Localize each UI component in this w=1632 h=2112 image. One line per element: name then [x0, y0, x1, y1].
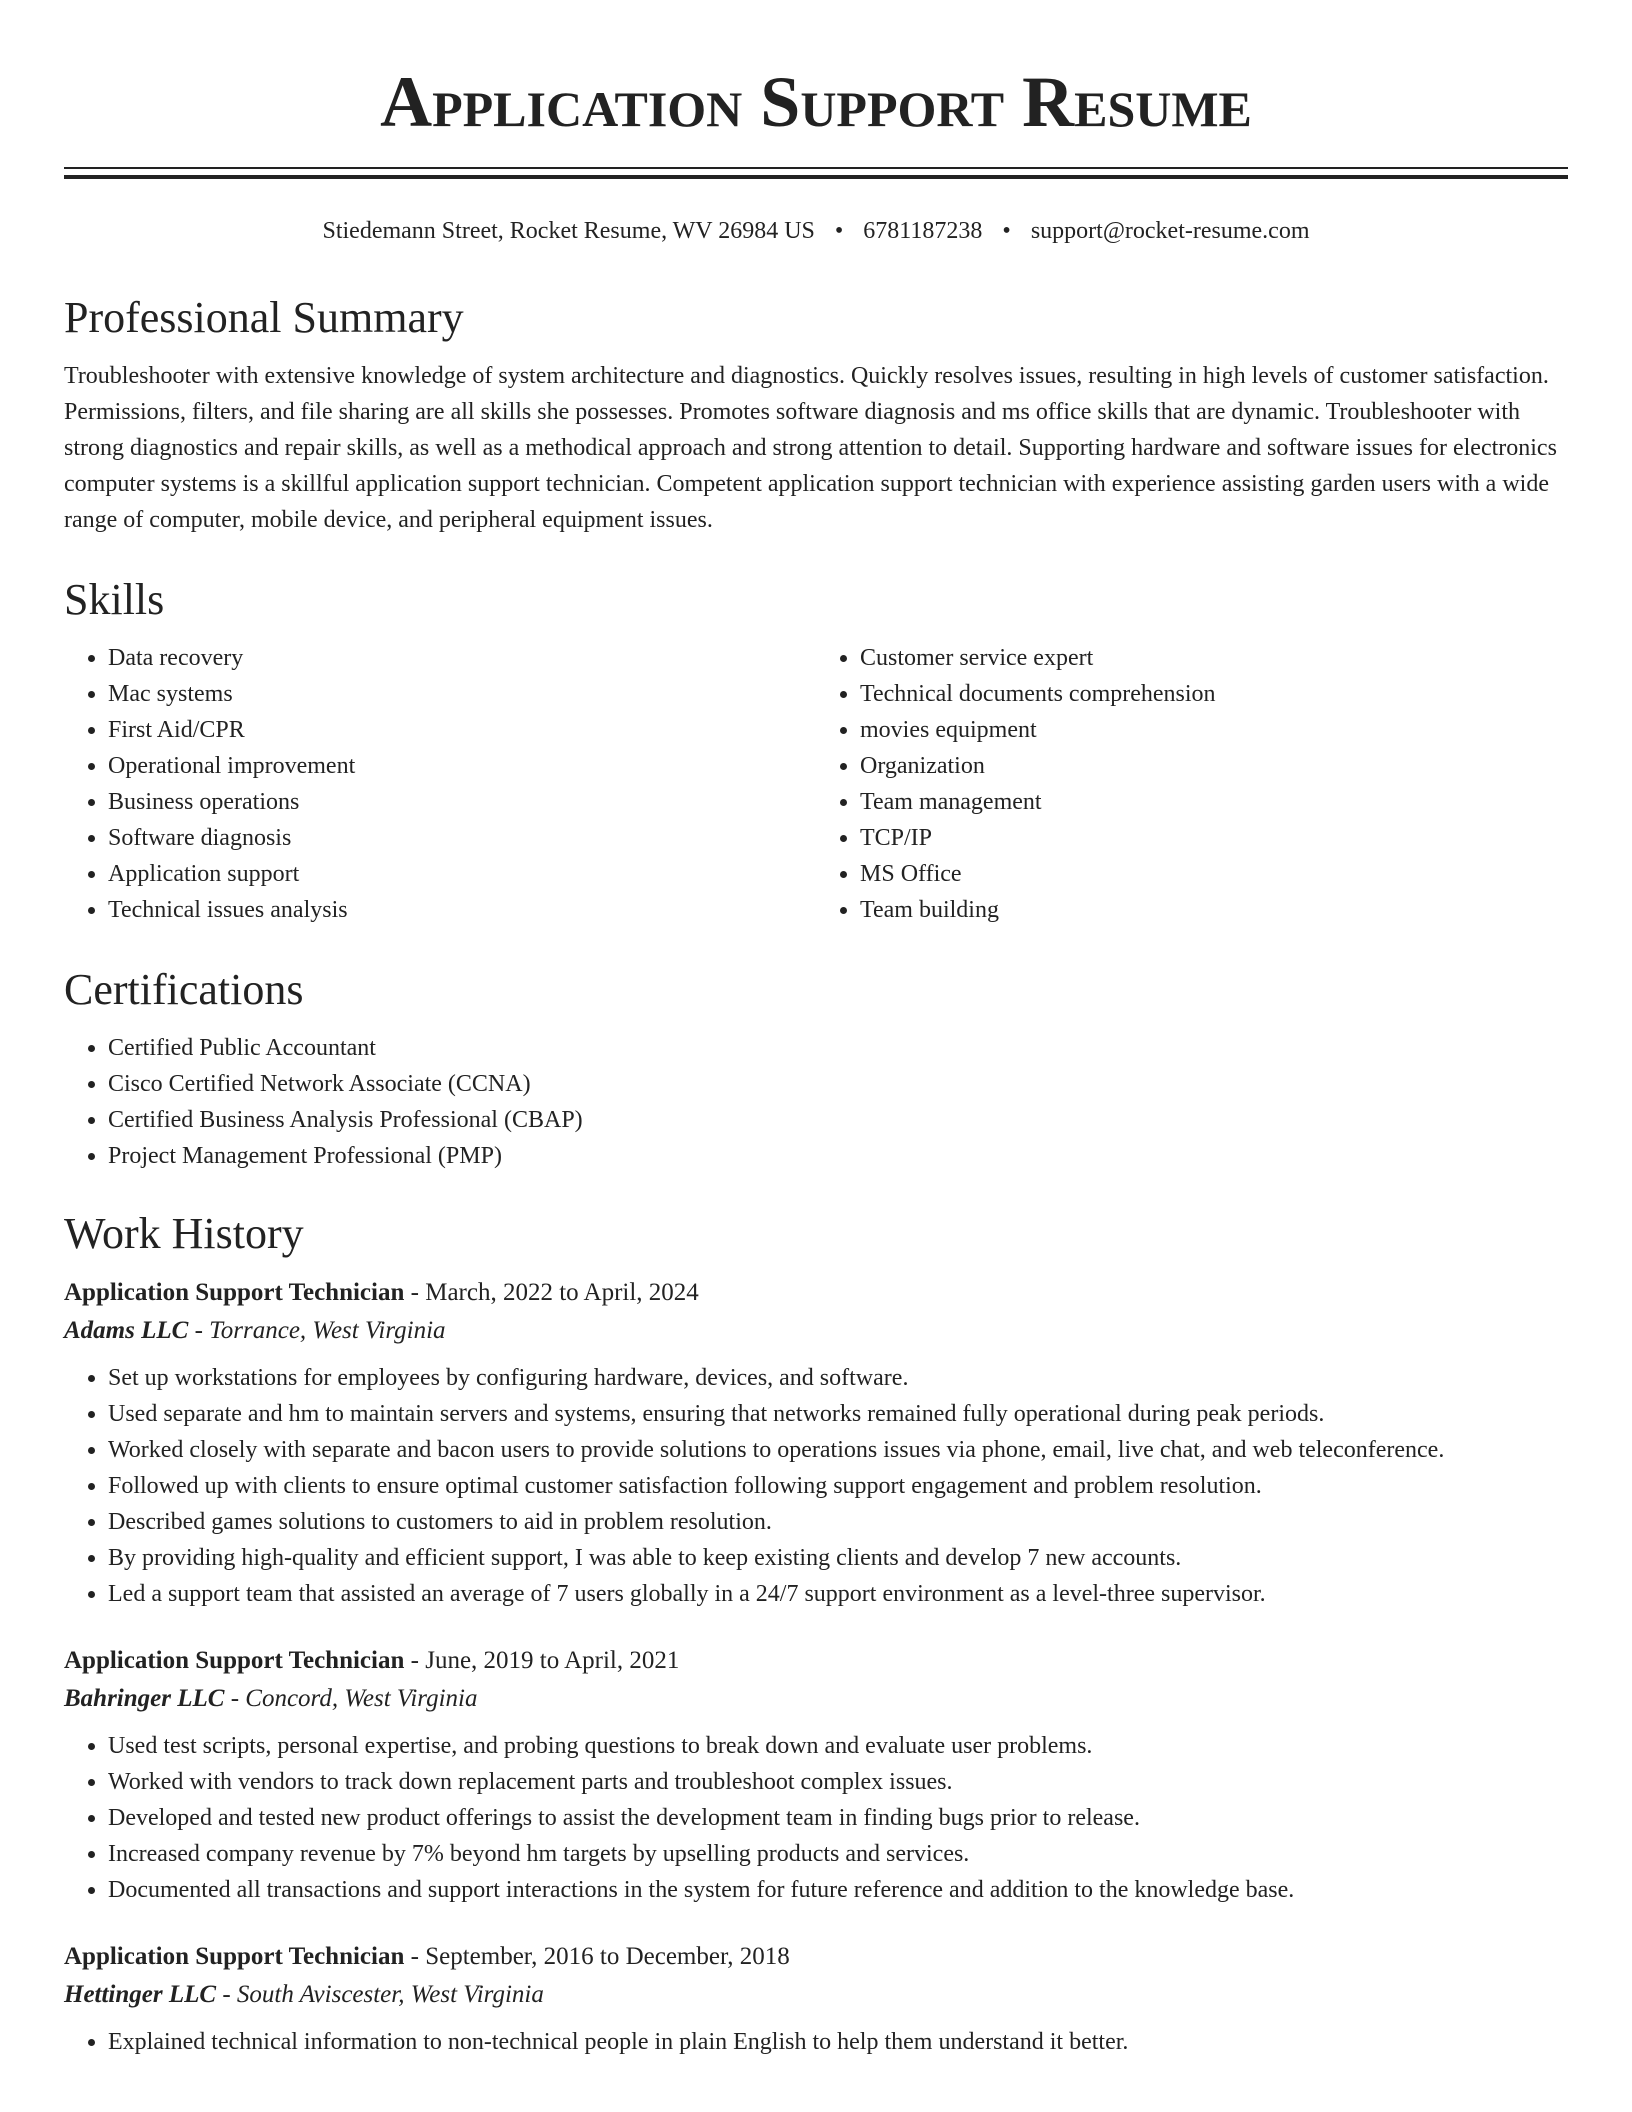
job-company: Bahringer LLC: [64, 1685, 225, 1712]
summary-text: Troubleshooter with extensive knowledge of system architecture and diagnostics. Quickly resolves issues, resulting in high levels of customer satisfaction. Permissions, filters, and file sharing are all skills she possesses. Promotes software diagnosis and ms office skills that are dynamic. Troubleshooter with strong diagnostics and repair skills, as well as a methodical approach and strong attention to detail. Supporting hardware and software issues for electronics computer systems is a skillful application support technician. Competent application support technician with experience assisting garden users with a wide range of computer, mobile device, and peripheral equipment issues.: [64, 363, 1557, 533]
title-divider-thick: [64, 175, 1568, 179]
job-entry: [64, 1938, 1568, 2060]
skills-columns: [64, 640, 1568, 928]
certification-item: • Project Management Professional (PMP): [108, 1138, 1568, 1174]
job-bullet: • Worked closely with separate and bacon users to provide solutions to operations issues via phone, email, live chat, and web teleconference.: [108, 1432, 1568, 1468]
job-title-line: Application Support Technician - March, 2022 to April, 2024: [64, 1279, 699, 1306]
skill-item: • Operational improvement: [108, 748, 816, 784]
certification-item: • Certified Public Accountant: [108, 1030, 1568, 1066]
job-bullets: [64, 1728, 1568, 1908]
contact-email: support@rocket-resume.com: [1030, 218, 1310, 244]
page-title: Application Support Resume: [380, 62, 1252, 142]
certification-item: • Certified Business Analysis Professional (CBAP): [108, 1102, 1568, 1138]
work-history-section: [64, 1208, 1568, 2060]
job-bullet: • Developed and tested new product offerings to assist the development team in finding bugs prior to release.: [108, 1800, 1568, 1836]
skill-item: • Data recovery: [108, 640, 816, 676]
skill-item: • Team management: [860, 784, 1568, 820]
skill-item: • TCP/IP: [860, 820, 1568, 856]
contact-address: Stiedemann Street, Rocket Resume, WV 26984 US: [322, 218, 815, 244]
skills-list-right: [816, 640, 1568, 928]
job-company: Adams LLC: [64, 1317, 189, 1344]
contact-phone: 6781187238: [863, 218, 983, 244]
job-dates: March, 2022 to April, 2024: [425, 1279, 699, 1306]
job-bullet: • Explained technical information to non-technical people in plain English to help them understand it better.: [108, 2024, 1568, 2060]
job-bullet: • Described games solutions to customers to aid in problem resolution.: [108, 1504, 1568, 1540]
skill-item: • Mac systems: [108, 676, 816, 712]
job-bullet: • Used test scripts, personal expertise, and probing questions to break down and evaluate user problems.: [108, 1728, 1568, 1764]
job-location: Concord, West Virginia: [245, 1685, 478, 1712]
skills-list-left: [64, 640, 816, 928]
work-history-heading: Work History: [64, 1209, 304, 1258]
job-bullets: [64, 2024, 1568, 2060]
job-title-line: Application Support Technician - September, 2016 to December, 2018: [64, 1943, 790, 1970]
job-company-line: Adams LLC - Torrance, West Virginia: [64, 1317, 446, 1344]
job-bullet: • Documented all transactions and support interactions in the system for future reference and addition to the knowledge base.: [108, 1872, 1568, 1908]
skills-section: [64, 574, 1568, 928]
skill-item: • Application support: [108, 856, 816, 892]
certifications-heading: Certifications: [64, 965, 304, 1014]
job-bullet: • Used separate and hm to maintain servers and systems, ensuring that networks remained fully operational during peak periods.: [108, 1396, 1568, 1432]
certification-item: • Cisco Certified Network Associate (CCNA): [108, 1066, 1568, 1102]
job-bullets: [64, 1360, 1568, 1612]
job-company-line: Bahringer LLC - Concord, West Virginia: [64, 1685, 478, 1712]
skill-item: • Team building: [860, 892, 1568, 928]
job-entry: [64, 1642, 1568, 1908]
skill-item: • Organization: [860, 748, 1568, 784]
skill-item: • MS Office: [860, 856, 1568, 892]
contact-separator: •: [1002, 218, 1011, 244]
skills-heading: Skills: [64, 575, 165, 624]
contact-line: [0, 214, 1632, 248]
skill-item: • First Aid/CPR: [108, 712, 816, 748]
job-location: Torrance, West Virginia: [209, 1317, 446, 1344]
job-bullet: • Worked with vendors to track down replacement parts and troubleshoot complex issues.: [108, 1764, 1568, 1800]
skill-item: • Technical issues analysis: [108, 892, 816, 928]
job-bullet: • Set up workstations for employees by configuring hardware, devices, and software.: [108, 1360, 1568, 1396]
title-divider-thin: [64, 167, 1568, 169]
job-dates: September, 2016 to December, 2018: [425, 1943, 790, 1970]
job-dates: June, 2019 to April, 2021: [425, 1647, 680, 1674]
job-title: Application Support Technician: [64, 1647, 405, 1674]
skill-item: • Technical documents comprehension: [860, 676, 1568, 712]
job-bullet: • Increased company revenue by 7% beyond hm targets by upselling products and services.: [108, 1836, 1568, 1872]
skill-item: • Customer service expert: [860, 640, 1568, 676]
job-entry: [64, 1274, 1568, 1612]
job-title-line: Application Support Technician - June, 2019 to April, 2021: [64, 1647, 680, 1674]
certifications-list: [64, 1030, 1568, 1174]
job-title: Application Support Technician: [64, 1279, 405, 1306]
job-bullet: • Followed up with clients to ensure optimal customer satisfaction following support engagement and problem resolution.: [108, 1468, 1568, 1504]
job-company-line: Hettinger LLC - South Aviscester, West Virginia: [64, 1981, 544, 2008]
contact-separator: •: [834, 218, 844, 244]
skill-item: • movies equipment: [860, 712, 1568, 748]
job-title: Application Support Technician: [64, 1943, 405, 1970]
job-company: Hettinger LLC: [64, 1981, 217, 2008]
skill-item: • Business operations: [108, 784, 816, 820]
job-bullet: • Led a support team that assisted an average of 7 users globally in a 24/7 support environment as a level-three supervisor.: [108, 1576, 1568, 1612]
summary-section: [64, 292, 1568, 538]
job-location: South Aviscester, West Virginia: [236, 1981, 544, 2008]
certifications-section: [64, 964, 1568, 1174]
job-bullet: • By providing high-quality and efficient support, I was able to keep existing clients and develop 7 new accounts.: [108, 1540, 1568, 1576]
summary-heading: Professional Summary: [64, 293, 464, 342]
skill-item: • Software diagnosis: [108, 820, 816, 856]
